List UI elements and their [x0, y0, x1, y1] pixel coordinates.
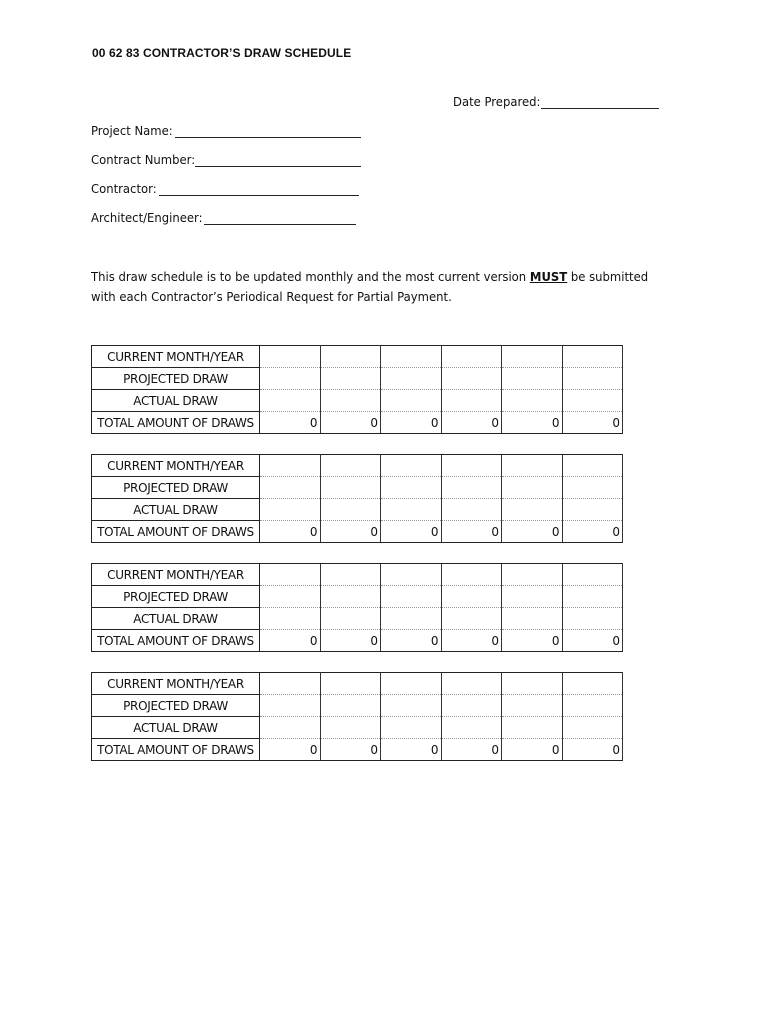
row-label: PROJECTED DRAW	[92, 695, 260, 717]
row-label: CURRENT MONTH/YEAR	[92, 455, 260, 477]
month-year-cell[interactable]	[381, 673, 442, 695]
total-cell: 0	[502, 739, 563, 761]
projected-draw-cell[interactable]	[320, 586, 381, 608]
projected-draw-cell[interactable]	[562, 586, 623, 608]
month-year-cell[interactable]	[562, 673, 623, 695]
contract-number-field[interactable]	[195, 166, 361, 167]
contractor-field[interactable]	[159, 195, 359, 196]
actual-draw-cell[interactable]	[562, 499, 623, 521]
row-label: TOTAL AMOUNT OF DRAWS	[92, 521, 260, 543]
row-label: ACTUAL DRAW	[92, 717, 260, 739]
actual-draw-cell[interactable]	[381, 608, 442, 630]
projected-draw-cell[interactable]	[381, 477, 442, 499]
contractor-label: Contractor:	[91, 181, 157, 196]
month-year-cell[interactable]	[562, 455, 623, 477]
actual-draw-cell[interactable]	[502, 499, 563, 521]
projected-draw-cell[interactable]	[260, 477, 321, 499]
total-cell: 0	[502, 521, 563, 543]
projected-draw-cell[interactable]	[441, 477, 502, 499]
row-label: ACTUAL DRAW	[92, 390, 260, 412]
date-prepared-field[interactable]	[541, 108, 659, 109]
month-year-row	[92, 455, 623, 477]
projected-draw-cell[interactable]	[562, 368, 623, 390]
projected-draw-cell[interactable]	[260, 368, 321, 390]
total-cell: 0	[441, 630, 502, 652]
draw-schedule-table	[91, 563, 623, 652]
draw-schedule-table	[91, 345, 623, 434]
actual-draw-row	[92, 608, 623, 630]
month-year-cell[interactable]	[441, 455, 502, 477]
month-year-cell[interactable]	[381, 564, 442, 586]
total-cell: 0	[502, 630, 563, 652]
month-year-row	[92, 673, 623, 695]
projected-draw-cell[interactable]	[562, 477, 623, 499]
month-year-cell[interactable]	[562, 346, 623, 368]
projected-draw-row	[92, 477, 623, 499]
actual-draw-cell[interactable]	[260, 608, 321, 630]
month-year-cell[interactable]	[381, 346, 442, 368]
total-cell: 0	[381, 521, 442, 543]
row-label: TOTAL AMOUNT OF DRAWS	[92, 412, 260, 434]
total-cell: 0	[381, 630, 442, 652]
row-label: TOTAL AMOUNT OF DRAWS	[92, 739, 260, 761]
actual-draw-cell[interactable]	[320, 499, 381, 521]
month-year-row	[92, 564, 623, 586]
actual-draw-cell[interactable]	[441, 390, 502, 412]
total-draws-row	[92, 412, 623, 434]
actual-draw-cell[interactable]	[381, 390, 442, 412]
month-year-cell[interactable]	[441, 564, 502, 586]
actual-draw-cell[interactable]	[441, 717, 502, 739]
month-year-cell[interactable]	[502, 455, 563, 477]
notice-text-start: This draw schedule is to be updated monthly and the most current version	[91, 269, 530, 284]
total-cell: 0	[381, 739, 442, 761]
month-year-cell[interactable]	[381, 455, 442, 477]
actual-draw-cell[interactable]	[260, 717, 321, 739]
contract-number-label: Contract Number:	[91, 152, 196, 167]
projected-draw-cell[interactable]	[502, 586, 563, 608]
total-cell: 0	[441, 412, 502, 434]
row-label: PROJECTED DRAW	[92, 477, 260, 499]
projected-draw-cell[interactable]	[441, 586, 502, 608]
row-label: CURRENT MONTH/YEAR	[92, 564, 260, 586]
project-name-field[interactable]	[175, 137, 361, 138]
row-label: CURRENT MONTH/YEAR	[92, 673, 260, 695]
draw-schedule-table	[91, 454, 623, 543]
total-draws-row	[92, 521, 623, 543]
actual-draw-cell[interactable]	[260, 390, 321, 412]
month-year-cell[interactable]	[441, 673, 502, 695]
architect-engineer-label: Architect/Engineer:	[91, 210, 203, 225]
projected-draw-cell[interactable]	[562, 695, 623, 717]
actual-draw-cell[interactable]	[441, 499, 502, 521]
actual-draw-cell[interactable]	[381, 499, 442, 521]
row-label: PROJECTED DRAW	[92, 368, 260, 390]
architect-engineer-field[interactable]	[204, 224, 356, 225]
actual-draw-row	[92, 499, 623, 521]
total-cell: 0	[260, 521, 321, 543]
actual-draw-cell[interactable]	[381, 717, 442, 739]
projected-draw-row	[92, 695, 623, 717]
row-label: CURRENT MONTH/YEAR	[92, 346, 260, 368]
month-year-cell[interactable]	[260, 455, 321, 477]
projected-draw-row	[92, 368, 623, 390]
total-cell: 0	[562, 521, 623, 543]
projected-draw-cell[interactable]	[381, 368, 442, 390]
projected-draw-cell[interactable]	[502, 695, 563, 717]
projected-draw-cell[interactable]	[260, 695, 321, 717]
total-cell: 0	[320, 739, 381, 761]
total-cell: 0	[260, 630, 321, 652]
month-year-cell[interactable]	[320, 564, 381, 586]
total-cell: 0	[562, 739, 623, 761]
submission-notice	[91, 267, 649, 307]
notice-text-end: be submitted with each Contractor’s Periodical Request for Partial Payment.	[91, 269, 649, 304]
projected-draw-cell[interactable]	[381, 695, 442, 717]
total-cell: 0	[441, 739, 502, 761]
actual-draw-cell[interactable]	[320, 717, 381, 739]
total-cell: 0	[562, 630, 623, 652]
total-cell: 0	[320, 630, 381, 652]
projected-draw-cell[interactable]	[320, 477, 381, 499]
document-title: 00 62 83 CONTRACTOR’S DRAW SCHEDULE	[92, 46, 352, 60]
actual-draw-row	[92, 717, 623, 739]
projected-draw-cell[interactable]	[320, 368, 381, 390]
total-cell: 0	[260, 412, 321, 434]
row-label: PROJECTED DRAW	[92, 586, 260, 608]
month-year-row	[92, 346, 623, 368]
total-cell: 0	[320, 412, 381, 434]
actual-draw-cell[interactable]	[260, 499, 321, 521]
month-year-cell[interactable]	[260, 346, 321, 368]
month-year-cell[interactable]	[260, 564, 321, 586]
month-year-cell[interactable]	[441, 346, 502, 368]
date-prepared-label: Date Prepared:	[453, 94, 541, 109]
projected-draw-cell[interactable]	[441, 368, 502, 390]
total-cell: 0	[562, 412, 623, 434]
total-cell: 0	[320, 521, 381, 543]
actual-draw-row	[92, 390, 623, 412]
month-year-cell[interactable]	[320, 346, 381, 368]
total-cell: 0	[260, 739, 321, 761]
month-year-cell[interactable]	[320, 455, 381, 477]
actual-draw-cell[interactable]	[502, 717, 563, 739]
projected-draw-cell[interactable]	[381, 586, 442, 608]
actual-draw-cell[interactable]	[502, 390, 563, 412]
actual-draw-cell[interactable]	[562, 608, 623, 630]
total-cell: 0	[381, 412, 442, 434]
projected-draw-cell[interactable]	[502, 477, 563, 499]
row-label: ACTUAL DRAW	[92, 608, 260, 630]
month-year-cell[interactable]	[502, 346, 563, 368]
row-label: ACTUAL DRAW	[92, 499, 260, 521]
projected-draw-row	[92, 586, 623, 608]
projected-draw-cell[interactable]	[320, 695, 381, 717]
month-year-cell[interactable]	[562, 564, 623, 586]
projected-draw-cell[interactable]	[260, 586, 321, 608]
projected-draw-cell[interactable]	[441, 695, 502, 717]
actual-draw-cell[interactable]	[562, 717, 623, 739]
project-name-label: Project Name:	[91, 123, 173, 138]
total-draws-row	[92, 630, 623, 652]
month-year-cell[interactable]	[502, 673, 563, 695]
month-year-cell[interactable]	[502, 564, 563, 586]
projected-draw-cell[interactable]	[502, 368, 563, 390]
total-cell: 0	[441, 521, 502, 543]
actual-draw-cell[interactable]	[320, 608, 381, 630]
actual-draw-cell[interactable]	[562, 390, 623, 412]
month-year-cell[interactable]	[260, 673, 321, 695]
total-cell: 0	[502, 412, 563, 434]
actual-draw-cell[interactable]	[320, 390, 381, 412]
row-label: TOTAL AMOUNT OF DRAWS	[92, 630, 260, 652]
draw-schedule-table	[91, 672, 623, 761]
actual-draw-cell[interactable]	[502, 608, 563, 630]
total-draws-row	[92, 739, 623, 761]
notice-emphasis: MUST	[529, 269, 568, 284]
actual-draw-cell[interactable]	[441, 608, 502, 630]
month-year-cell[interactable]	[320, 673, 381, 695]
